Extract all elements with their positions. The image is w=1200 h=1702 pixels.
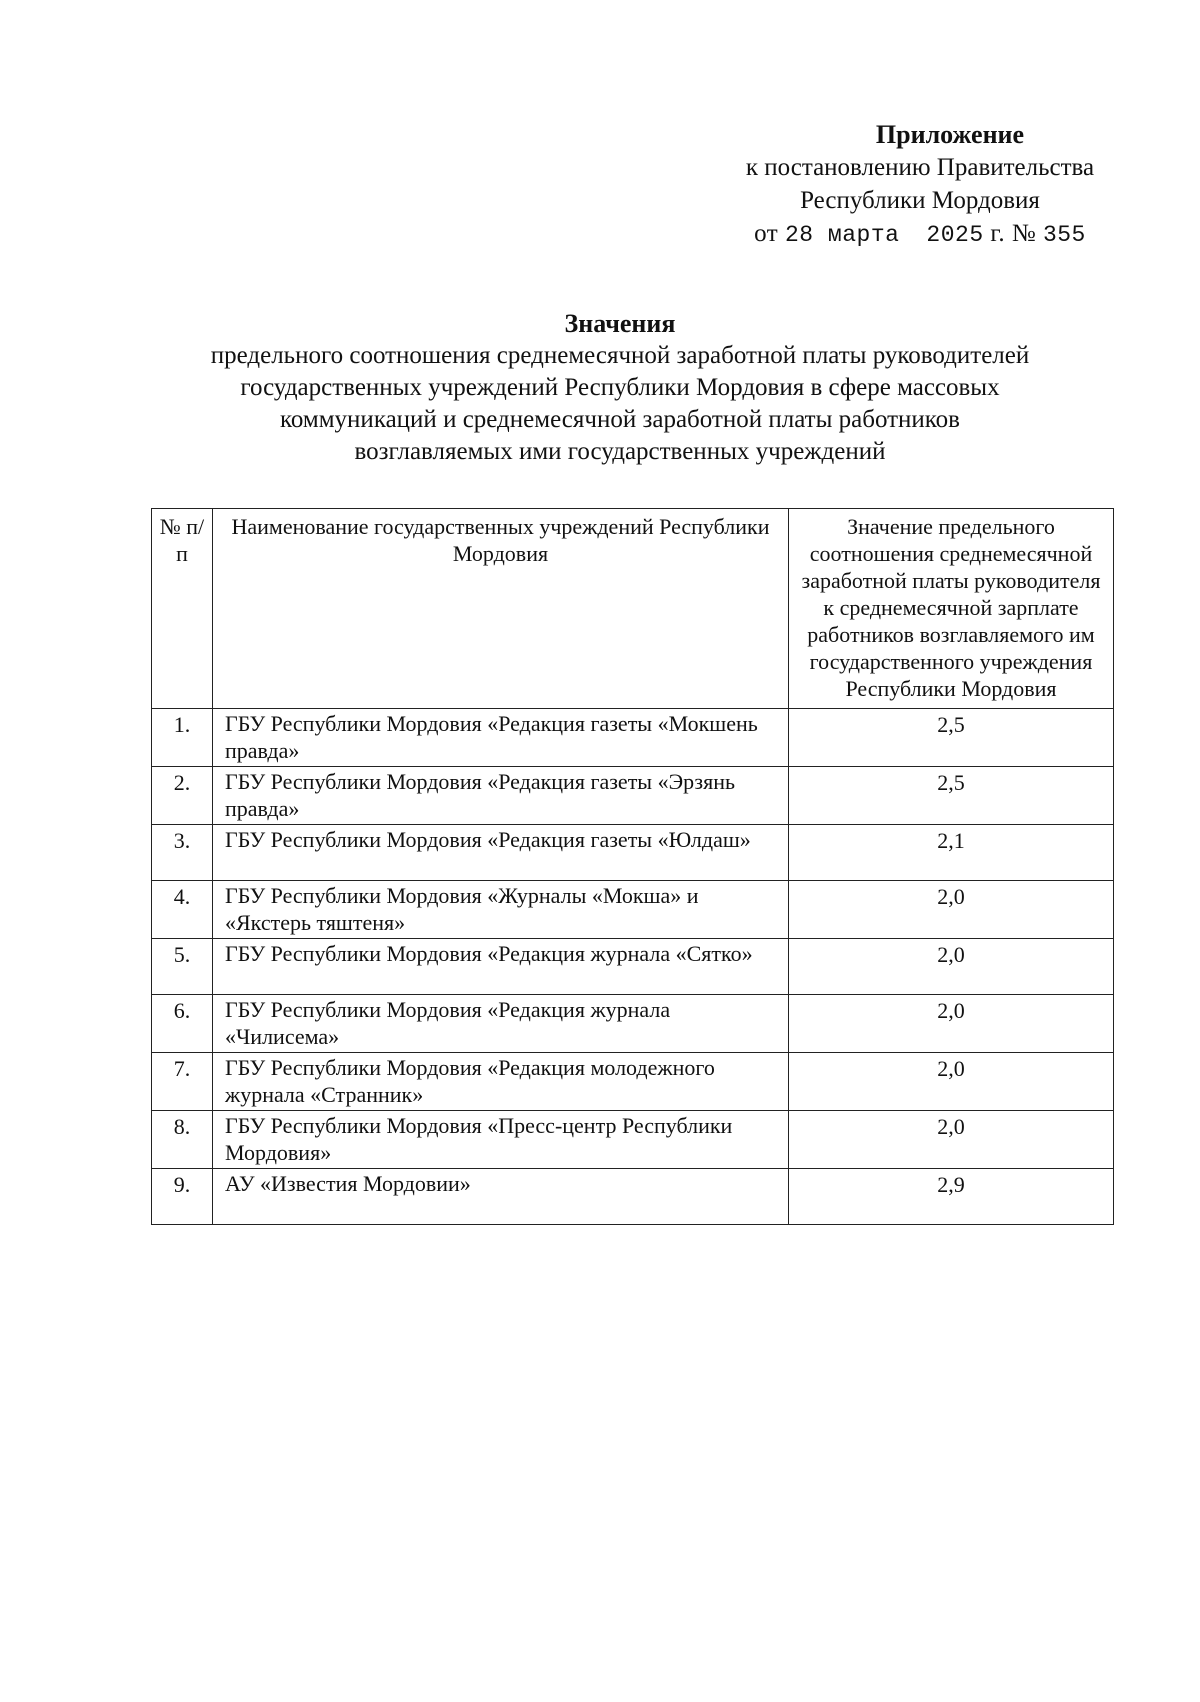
institution-name: ГБУ Республики Мордовия «Редакция газеты «Юлдаш» bbox=[213, 825, 789, 881]
annex-line-2: Республики Мордовия bbox=[800, 187, 1040, 214]
ratio-value: 2,0 bbox=[789, 939, 1114, 995]
ratio-value: 2,1 bbox=[789, 825, 1114, 881]
table-row bbox=[152, 1111, 1114, 1169]
row-number: 9. bbox=[152, 1169, 213, 1225]
institution-name: ГБУ Республики Мордовия «Редакция газеты «Эрзянь правда» bbox=[213, 767, 789, 825]
subtitle-line: государственных учреждений Республики Мордовия в сфере массовых bbox=[240, 374, 1000, 401]
row-number: 2. bbox=[152, 767, 213, 825]
row-number: 5. bbox=[152, 939, 213, 995]
table-row bbox=[152, 767, 1114, 825]
row-number: 7. bbox=[152, 1053, 213, 1111]
ratio-value: 2,0 bbox=[789, 881, 1114, 939]
ratio-value: 2,5 bbox=[789, 709, 1114, 767]
table-header-row bbox=[152, 509, 1114, 709]
table-row bbox=[152, 825, 1114, 881]
annex-line-1: к постановлению Правительства bbox=[745, 154, 1095, 181]
header-number: № п/п bbox=[152, 509, 213, 709]
annex-title: Приложение bbox=[875, 120, 1025, 149]
header-name: Наименование государственных учреждений Республики Мордовия bbox=[213, 509, 789, 709]
date-year-num: 2025 bbox=[926, 222, 984, 248]
annex-date-line bbox=[690, 217, 1150, 252]
institution-name: ГБУ Республики Мордовия «Редакция газеты «Мокшень правда» bbox=[213, 709, 789, 767]
table-row bbox=[152, 1169, 1114, 1225]
annex-header bbox=[690, 118, 1150, 252]
table-row bbox=[152, 939, 1114, 995]
subtitle-line: коммуникаций и среднемесячной заработной платы работников bbox=[280, 406, 960, 433]
subtitle-line: предельного соотношения среднемесячной заработной платы руководителей bbox=[210, 342, 1030, 369]
row-number: 6. bbox=[152, 995, 213, 1053]
document-title bbox=[130, 308, 1110, 468]
document-heading: Значения bbox=[564, 309, 676, 338]
institution-name: ГБУ Республики Мордовия «Журналы «Мокша» и «Якстерь тяштеня» bbox=[213, 881, 789, 939]
date-day: 28 марта bbox=[785, 222, 900, 248]
date-prefix: от bbox=[754, 220, 779, 247]
table-row bbox=[152, 709, 1114, 767]
ratio-value: 2,0 bbox=[789, 1053, 1114, 1111]
institution-name: АУ «Известия Мордовии» bbox=[213, 1169, 789, 1225]
row-number: 4. bbox=[152, 881, 213, 939]
row-number: 8. bbox=[152, 1111, 213, 1169]
institution-name: ГБУ Республики Мордовия «Пресс-центр Республики Мордовия» bbox=[213, 1111, 789, 1169]
institution-name: ГБУ Республики Мордовия «Редакция молодежного журнала «Странник» bbox=[213, 1053, 789, 1111]
table-body bbox=[152, 709, 1114, 1225]
subtitle-line: возглавляемых ими государственных учреждений bbox=[354, 438, 886, 465]
row-number: 1. bbox=[152, 709, 213, 767]
date-year-suffix: г. bbox=[990, 220, 1006, 247]
ratio-value: 2,9 bbox=[789, 1169, 1114, 1225]
ratio-value: 2,0 bbox=[789, 995, 1114, 1053]
institution-name: ГБУ Республики Мордовия «Редакция журнала «Чилисема» bbox=[213, 995, 789, 1053]
table-row bbox=[152, 995, 1114, 1053]
table-row bbox=[152, 1053, 1114, 1111]
number-value: 355 bbox=[1042, 222, 1086, 248]
institution-name: ГБУ Республики Мордовия «Редакция журнала «Сятко» bbox=[213, 939, 789, 995]
institutions-table bbox=[151, 508, 1114, 1225]
table-row bbox=[152, 881, 1114, 939]
ratio-value: 2,0 bbox=[789, 1111, 1114, 1169]
header-value: Значение предельного соотношения среднемесячной заработной платы руководителя к среднемесячной зарплате работников возглавляемого им государственного учреждения Республики Мордовия bbox=[789, 509, 1114, 709]
number-label: № bbox=[1011, 220, 1037, 247]
ratio-value: 2,5 bbox=[789, 767, 1114, 825]
row-number: 3. bbox=[152, 825, 213, 881]
